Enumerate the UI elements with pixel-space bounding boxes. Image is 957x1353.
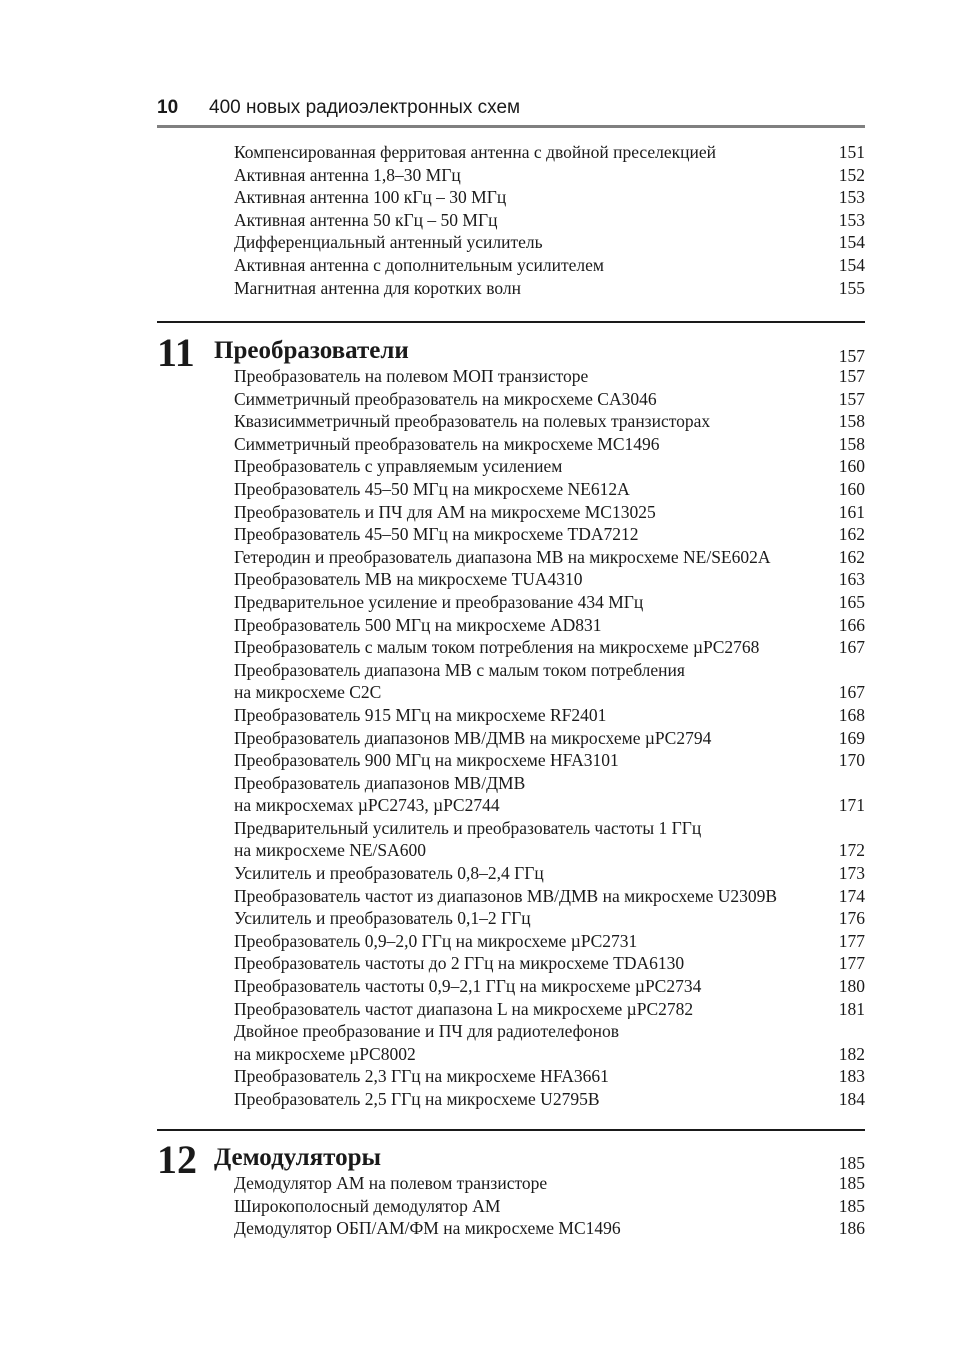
toc-entry-page: 186 xyxy=(838,1218,865,1239)
toc-entry xyxy=(234,388,865,411)
toc-entry-title: на микросхеме µPC8002 xyxy=(234,1043,416,1064)
toc-entry-page: 151 xyxy=(838,142,865,162)
toc-entry-page: 153 xyxy=(838,209,865,230)
toc-entry xyxy=(234,410,865,433)
toc-entry-page: 180 xyxy=(838,976,865,997)
toc-entry-page: 152 xyxy=(838,164,865,185)
toc-entry-title: Преобразователь частоты до 2 ГГц на микросхеме TDA6130 xyxy=(234,953,685,974)
toc-entry xyxy=(234,546,865,569)
toc-entry xyxy=(234,478,865,501)
toc-entry-title: Преобразователь диапазона МВ с малым током потребления xyxy=(234,659,685,680)
toc-entry-title: Преобразователь на полевом МОП транзисторе xyxy=(234,366,589,386)
toc-entry xyxy=(234,839,865,862)
toc-entry-page: 176 xyxy=(838,908,865,929)
toc-entry-title: Преобразователь 915 МГц на микросхеме RF2401 xyxy=(234,704,607,725)
toc-entry-page: 158 xyxy=(838,433,865,454)
toc-entry-page: 161 xyxy=(838,501,865,522)
toc-entry xyxy=(234,794,865,817)
toc-entry xyxy=(234,365,865,388)
toc-entry-page: 177 xyxy=(838,930,865,951)
toc-entry-page: 167 xyxy=(838,682,865,703)
toc-entry xyxy=(234,209,865,232)
toc-entry-page: 185 xyxy=(838,1195,865,1216)
page-number: 10 xyxy=(157,97,179,118)
chapter-title: Демодуляторы xyxy=(214,1144,382,1171)
toc-entry xyxy=(234,636,865,659)
toc-entry xyxy=(234,501,865,524)
chapter-11-rule xyxy=(157,321,865,323)
toc-entry xyxy=(234,998,865,1021)
toc-entry-title: Преобразователь частот из диапазонов МВ/ДМВ на микросхеме U2309B xyxy=(234,885,778,906)
toc-entry xyxy=(234,975,865,998)
toc-entry xyxy=(234,433,865,456)
toc-entry xyxy=(234,681,865,704)
toc-entry-title: Симметричный преобразователь на микросхеме CA3046 xyxy=(234,388,657,409)
toc-entry-title: Двойное преобразование и ПЧ для радиотелефонов xyxy=(234,1021,620,1042)
toc-entry-title: Демодулятор ОБП/АМ/ФМ на микросхеме MC1496 xyxy=(234,1218,621,1239)
toc-entry-page: 157 xyxy=(838,366,865,386)
toc-entry-title: Преобразователь 45–50 МГц на микросхеме TDA7212 xyxy=(234,524,639,545)
toc-entry-page: 155 xyxy=(838,277,865,298)
toc-entry-page: 174 xyxy=(838,885,865,906)
toc-entry-title: Преобразователь частоты 0,9–2,1 ГГц на микросхеме µPC2734 xyxy=(234,976,702,997)
toc-entry-title: Преобразователь частот диапазона L на микросхеме µPC2782 xyxy=(234,998,694,1019)
toc-entry xyxy=(234,254,865,277)
chapter-page: 185 xyxy=(838,1153,865,1173)
toc-entry-page: 154 xyxy=(838,232,865,253)
toc-entry-page: 185 xyxy=(838,1173,865,1193)
toc-entry-page: 162 xyxy=(838,524,865,545)
toc-entry xyxy=(234,749,865,772)
toc-entry-page: 166 xyxy=(838,614,865,635)
toc-entry-page: 154 xyxy=(838,254,865,275)
toc-entry xyxy=(234,568,865,591)
toc-entry xyxy=(234,772,865,795)
toc-entry xyxy=(234,591,865,614)
toc-entry-page: 165 xyxy=(838,591,865,612)
chapter-number: 11 xyxy=(157,330,195,375)
toc-entry-title: Преобразователь с малым током потребления на микросхеме µPC2768 xyxy=(234,637,760,658)
header-rule xyxy=(157,125,865,128)
toc-entry xyxy=(234,727,865,750)
toc-entry-title: на микросхемах µPC2743, µPC2744 xyxy=(234,795,500,816)
toc-entry xyxy=(234,885,865,908)
toc-entry-page: 160 xyxy=(838,478,865,499)
toc-entry-title: Активная антенна 50 кГц – 50 МГц xyxy=(234,209,498,230)
toc-entry-page: 181 xyxy=(838,998,865,1019)
toc-entry-title: Предварительное усиление и преобразование 434 МГц xyxy=(234,591,644,612)
toc-list-chapter-12 xyxy=(234,1172,865,1240)
toc-entry-page: 183 xyxy=(838,1066,865,1087)
toc-entry-title: Преобразователь 0,9–2,0 ГГц на микросхеме µPC2731 xyxy=(234,930,638,951)
toc-entry-page: 163 xyxy=(838,569,865,590)
toc-entry-title: Преобразователь 2,3 ГГц на микросхеме HFA3661 xyxy=(234,1066,609,1087)
toc-entry-page: 167 xyxy=(838,637,865,658)
toc-entry-page: 173 xyxy=(838,863,865,884)
toc-entry-page: 171 xyxy=(838,795,865,816)
toc-entry xyxy=(234,1172,865,1195)
toc-list-top xyxy=(234,141,865,299)
toc-entry xyxy=(234,1065,865,1088)
chapter-title: Преобразователи xyxy=(214,337,409,364)
toc-entry-title: Широкополосный демодулятор АМ xyxy=(234,1195,501,1216)
toc-entry-title: Преобразователь 2,5 ГГц на микросхеме U2795B xyxy=(234,1089,600,1109)
toc-entry-title: Квазисимметричный преобразователь на полевых транзисторах xyxy=(234,411,711,432)
toc-entry xyxy=(234,862,865,885)
chapter-number: 12 xyxy=(157,1137,197,1182)
toc-entry-page: 158 xyxy=(838,411,865,432)
toc-entry-title: Активная антенна с дополнительным усилителем xyxy=(234,254,604,275)
toc-entry-title: Преобразователь МВ на микросхеме TUA4310 xyxy=(234,569,583,590)
toc-entry xyxy=(234,141,865,164)
book-title: 400 новых радиоэлектронных схем xyxy=(209,97,521,118)
toc-list-chapter-11 xyxy=(234,365,865,1111)
toc-entry xyxy=(234,1020,865,1043)
toc-entry xyxy=(234,704,865,727)
toc-entry-title: Преобразователь с управляемым усилением xyxy=(234,456,563,477)
toc-entry-title: на микросхеме NE/SA600 xyxy=(234,840,427,861)
toc-entry xyxy=(234,1195,865,1218)
toc-entry-title: Дифференциальный антенный усилитель xyxy=(234,232,543,253)
toc-entry-page: 157 xyxy=(838,388,865,409)
toc-entry xyxy=(234,930,865,953)
toc-entry xyxy=(234,659,865,682)
toc-entry-title: Усилитель и преобразователь 0,8–2,4 ГГц xyxy=(234,863,544,884)
toc-entry xyxy=(234,614,865,637)
toc-entry xyxy=(234,231,865,254)
toc-entry-title: Активная антенна 1,8–30 МГц xyxy=(234,164,461,185)
toc-entry xyxy=(234,455,865,478)
toc-entry-page: 172 xyxy=(838,840,865,861)
toc-entry-title: Преобразователь диапазонов МВ/ДМВ xyxy=(234,772,526,793)
toc-entry-page: 160 xyxy=(838,456,865,477)
toc-entry xyxy=(234,186,865,209)
toc-entry xyxy=(234,1043,865,1066)
chapter-page: 157 xyxy=(838,346,865,366)
toc-entry-title: Преобразователь и ПЧ для АМ на микросхеме MC13025 xyxy=(234,501,656,522)
toc-entry-page: 162 xyxy=(838,546,865,567)
chapter-12-rule xyxy=(157,1129,865,1131)
toc-entry-title: Гетеродин и преобразователь диапазона МВ на микросхеме NE/SE602A xyxy=(234,546,771,567)
toc-entry xyxy=(234,1088,865,1111)
toc-entry-page: 169 xyxy=(838,727,865,748)
toc-entry xyxy=(234,817,865,840)
toc-entry-title: Активная антенна 100 кГц – 30 МГц xyxy=(234,187,507,208)
toc-entry-title: Магнитная антенна для коротких волн xyxy=(234,277,521,298)
toc-entry-page: 177 xyxy=(838,953,865,974)
toc-entry-title: Преобразователь 500 МГц на микросхеме AD831 xyxy=(234,614,602,635)
toc-entry xyxy=(234,164,865,187)
toc-entry xyxy=(234,277,865,300)
toc-entry-title: Компенсированная ферритовая антенна с двойной преселекцией xyxy=(234,142,717,162)
toc-entry-page: 170 xyxy=(838,750,865,771)
toc-entry xyxy=(234,1217,865,1240)
toc-entry xyxy=(234,907,865,930)
toc-entry-page: 182 xyxy=(838,1043,865,1064)
toc-entry-title: на микросхеме C2C xyxy=(234,682,382,703)
toc-entry xyxy=(234,523,865,546)
toc-entry-title: Преобразователь 45–50 МГц на микросхеме NE612A xyxy=(234,478,630,499)
toc-entry-title: Демодулятор АМ на полевом транзисторе xyxy=(234,1173,548,1193)
toc-entry-page: 168 xyxy=(838,704,865,725)
toc-entry-title: Предварительный усилитель и преобразователь частоты 1 ГГц xyxy=(234,817,702,838)
running-head xyxy=(157,96,865,120)
toc-entry-page: 153 xyxy=(838,187,865,208)
toc-entry-title: Преобразователь диапазонов МВ/ДМВ на микросхеме µPC2794 xyxy=(234,727,712,748)
toc-entry-title: Преобразователь 900 МГц на микросхеме HFA3101 xyxy=(234,750,619,771)
toc-entry xyxy=(234,952,865,975)
toc-entry-title: Усилитель и преобразователь 0,1–2 ГГц xyxy=(234,908,531,929)
toc-entry-page: 184 xyxy=(838,1089,865,1109)
toc-entry-title: Симметричный преобразователь на микросхеме MC1496 xyxy=(234,433,660,454)
